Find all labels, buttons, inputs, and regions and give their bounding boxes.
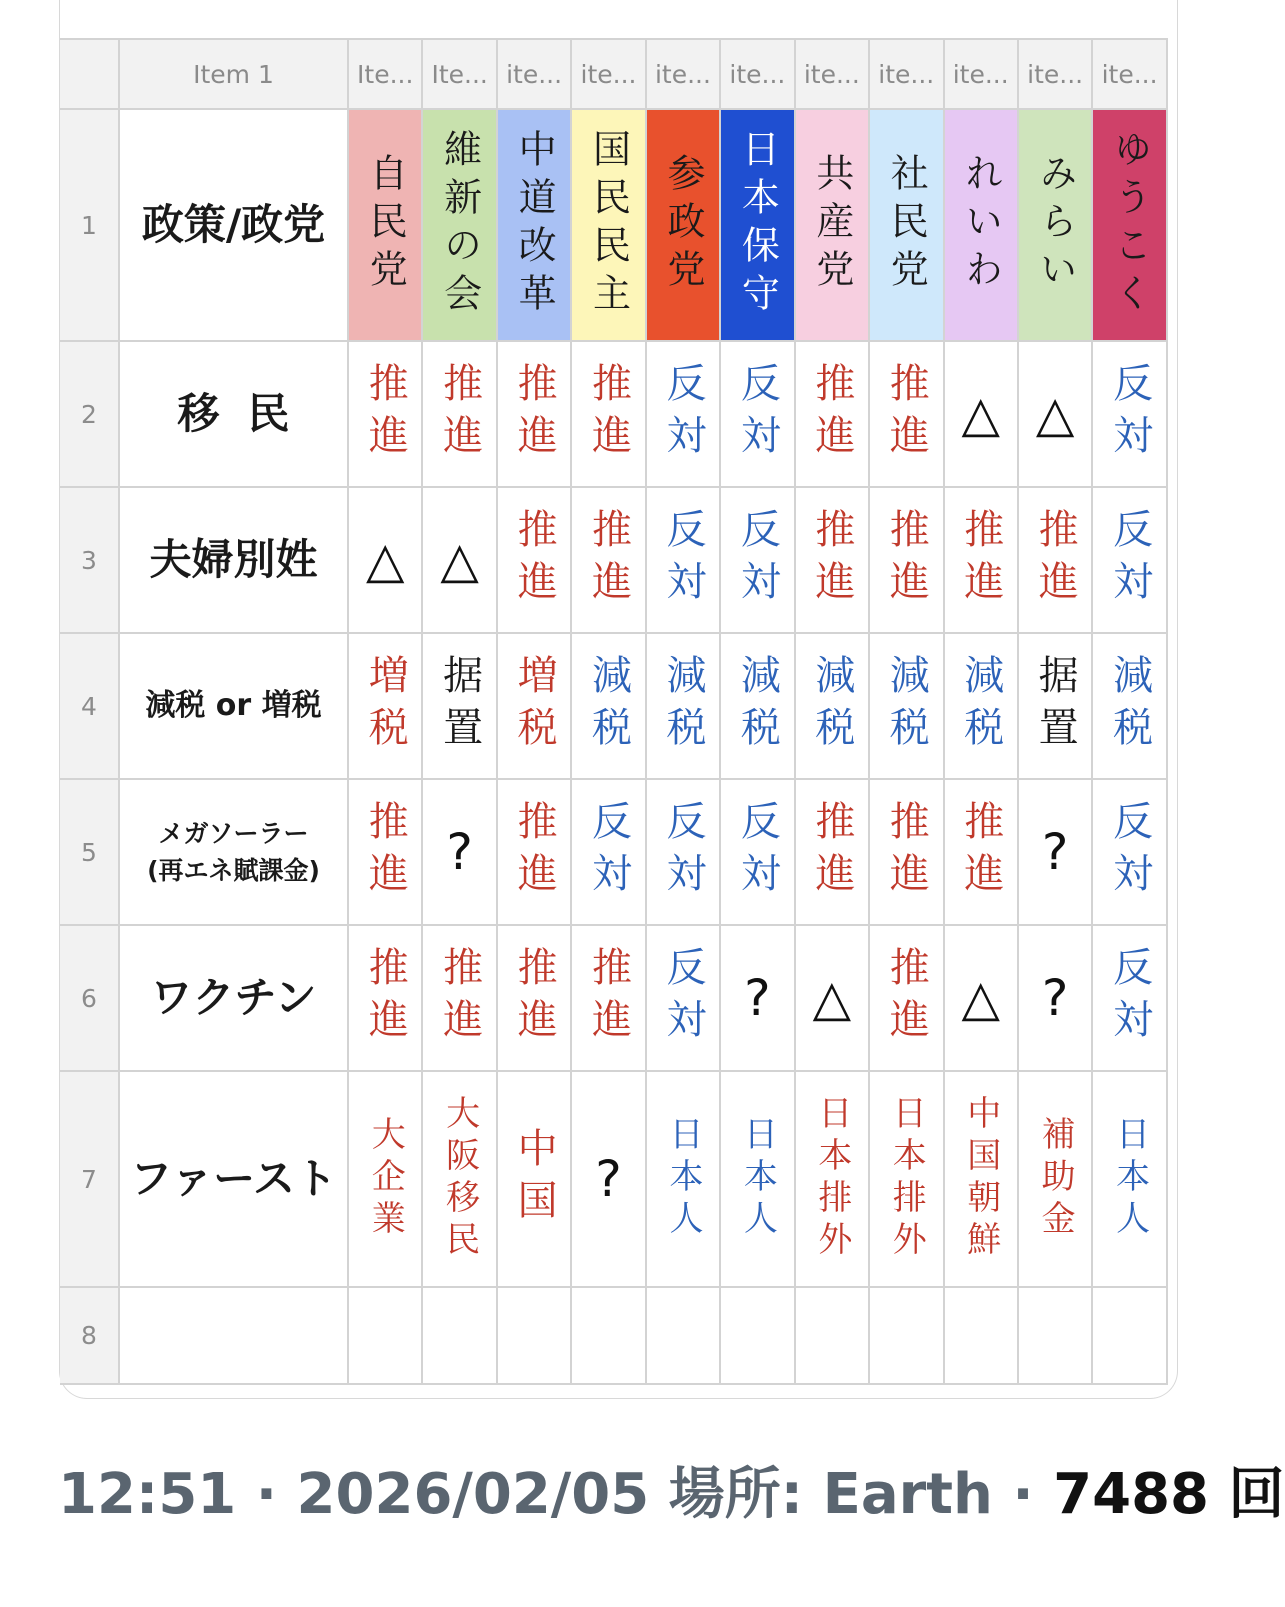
stance-cell[interactable] [349, 488, 423, 634]
column-header[interactable]: ite... [870, 38, 944, 110]
policy-label-cell[interactable] [120, 634, 349, 780]
stance-text: 推進 [585, 362, 632, 466]
party-header-cell[interactable] [945, 110, 1019, 342]
stance-text: 中国 [511, 1127, 558, 1231]
stance-cell[interactable] [1093, 634, 1167, 780]
party-name: 中道改革 [512, 129, 557, 321]
stance-symbol: △ [961, 969, 1000, 1027]
party-name: 国民民主 [586, 129, 631, 321]
stance-text: 推進 [883, 362, 930, 466]
stance-text: 日本人 [662, 1116, 703, 1242]
stance-cell[interactable] [1019, 488, 1093, 634]
party-name: 参政党 [660, 153, 705, 297]
stance-symbol: △ [812, 969, 852, 1027]
stance-cell[interactable] [945, 488, 1019, 634]
stance-cell[interactable] [796, 926, 870, 1072]
empty-cell[interactable] [647, 1288, 721, 1385]
stance-cell[interactable] [572, 342, 646, 488]
party-name: 維新の会 [437, 129, 482, 321]
stance-text: 反対 [659, 946, 706, 1050]
party-header-cell[interactable] [423, 110, 497, 342]
column-header[interactable]: ite... [498, 38, 572, 110]
stance-cell[interactable] [1093, 488, 1167, 634]
stance-text: 補助金 [1035, 1116, 1076, 1242]
party-header-cell[interactable] [1093, 110, 1167, 342]
stance-cell[interactable] [647, 634, 721, 780]
stance-text: 推進 [511, 508, 558, 612]
stance-cell[interactable] [572, 488, 646, 634]
stance-cell[interactable] [721, 634, 795, 780]
stance-cell[interactable] [721, 488, 795, 634]
stance-text: 推進 [362, 946, 409, 1050]
party-header-cell[interactable] [1019, 110, 1093, 342]
row-number[interactable]: 4 [60, 634, 120, 780]
stance-text: 据置 [436, 654, 483, 758]
stance-cell[interactable] [572, 634, 646, 780]
stance-cell[interactable] [498, 634, 572, 780]
stance-cell[interactable] [498, 926, 572, 1072]
stance-text: 推進 [436, 946, 483, 1050]
stance-text: 推進 [436, 362, 483, 466]
stance-cell[interactable] [423, 634, 497, 780]
stance-text: 減税 [808, 654, 855, 758]
stance-cell[interactable] [498, 1072, 572, 1288]
row-number[interactable]: 5 [60, 780, 120, 926]
stance-text: 減税 [883, 654, 930, 758]
stance-cell[interactable] [498, 780, 572, 926]
party-header-cell[interactable] [796, 110, 870, 342]
stance-text: 推進 [585, 508, 632, 612]
column-header[interactable]: ite... [572, 38, 646, 110]
row-number[interactable]: 1 [60, 110, 120, 342]
policy-label: メガソーラー [158, 818, 309, 848]
stance-text: 据置 [1032, 654, 1079, 758]
stance-cell[interactable] [870, 926, 944, 1072]
row-number[interactable]: 7 [60, 1072, 120, 1288]
empty-cell[interactable] [945, 1288, 1019, 1385]
stance-symbol: ? [595, 1150, 622, 1208]
stance-cell[interactable] [349, 634, 423, 780]
policy-label: 夫婦別姓 [149, 534, 318, 584]
stance-symbol: ? [744, 969, 771, 1027]
stance-symbol: △ [1035, 385, 1075, 443]
stance-cell[interactable] [945, 342, 1019, 488]
stance-cell[interactable] [796, 780, 870, 926]
stance-cell[interactable] [349, 342, 423, 488]
stance-text: 日本排外 [811, 1095, 852, 1263]
column-header[interactable]: ite... [945, 38, 1019, 110]
policy-table [60, 38, 1177, 1385]
stance-text: 反対 [1106, 800, 1153, 904]
stance-cell[interactable] [870, 780, 944, 926]
column-header[interactable]: ite... [1019, 38, 1093, 110]
row-number[interactable]: 2 [60, 342, 120, 488]
stance-cell[interactable] [870, 634, 944, 780]
party-name: 日本保守 [735, 129, 780, 321]
policy-label: 移民 [177, 388, 318, 438]
column-header[interactable]: ite... [721, 38, 795, 110]
empty-cell[interactable] [870, 1288, 944, 1385]
stance-text: 推進 [957, 508, 1004, 612]
party-name: ゆうこく [1107, 129, 1152, 321]
stance-text: 推進 [883, 946, 930, 1050]
stance-text: 反対 [585, 800, 632, 904]
stance-symbol: △ [961, 385, 1000, 443]
stance-text: 増税 [511, 654, 558, 758]
policy-label: 減税 or 増税 [145, 687, 322, 723]
stance-cell[interactable] [349, 926, 423, 1072]
stance-text: 推進 [585, 946, 632, 1050]
stance-cell[interactable] [721, 926, 795, 1072]
party-header-cell[interactable] [572, 110, 646, 342]
stance-cell[interactable] [647, 780, 721, 926]
stance-symbol: △ [440, 531, 479, 589]
stance-text: 大企業 [365, 1116, 406, 1242]
party-name: れいわ [958, 153, 1003, 297]
party-header-cell[interactable] [721, 110, 795, 342]
stance-cell[interactable] [1093, 1072, 1167, 1288]
stance-text: 減税 [585, 654, 632, 758]
stance-cell[interactable] [423, 342, 497, 488]
party-name: 自民党 [363, 153, 408, 297]
stance-text: 推進 [362, 362, 409, 466]
policy-label: ファースト [129, 1153, 338, 1203]
empty-cell[interactable] [349, 1288, 423, 1385]
stance-cell[interactable] [721, 1072, 795, 1288]
policy-label-cell[interactable] [120, 1072, 349, 1288]
stance-text: 増税 [362, 654, 409, 758]
stance-text: 反対 [734, 508, 781, 612]
corner-cell[interactable] [60, 38, 120, 110]
row-number[interactable]: 3 [60, 488, 120, 634]
stance-symbol: ? [1041, 969, 1069, 1027]
row-number[interactable]: 8 [60, 1288, 120, 1385]
column-header[interactable]: Ite... [349, 38, 423, 110]
stance-cell[interactable] [572, 926, 646, 1072]
stance-text: 推進 [957, 800, 1004, 904]
stance-text: 減税 [1106, 654, 1153, 758]
post-time: 12:51 [58, 1462, 237, 1527]
stance-text: 日本排外 [886, 1095, 927, 1263]
stance-cell[interactable] [423, 1072, 497, 1288]
stance-cell[interactable] [870, 488, 944, 634]
column-header[interactable]: Item 1 [120, 38, 349, 110]
stance-text: 推進 [808, 800, 855, 904]
post-location: 場所: Earth [668, 1462, 993, 1527]
party-name: みらい [1033, 153, 1078, 297]
empty-cell[interactable] [796, 1288, 870, 1385]
view-count-unit: 回 [1228, 1462, 1285, 1527]
stance-cell[interactable] [796, 488, 870, 634]
empty-cell[interactable] [721, 1288, 795, 1385]
stance-text: 推進 [511, 362, 558, 466]
stance-text: 推進 [511, 946, 558, 1050]
stance-cell[interactable] [796, 1072, 870, 1288]
stance-text: 日本人 [1109, 1116, 1150, 1242]
stance-text: 減税 [659, 654, 706, 758]
stance-cell[interactable] [498, 342, 572, 488]
view-count: 7488 [1053, 1462, 1209, 1527]
stance-cell[interactable] [945, 1072, 1019, 1288]
stance-cell[interactable] [572, 1072, 646, 1288]
policy-label-cell[interactable] [120, 488, 349, 634]
stance-cell[interactable] [1019, 342, 1093, 488]
stance-cell[interactable] [647, 342, 721, 488]
stance-cell[interactable] [423, 488, 497, 634]
stance-text: 反対 [734, 362, 781, 466]
party-header-cell[interactable] [870, 110, 944, 342]
stance-cell[interactable] [423, 926, 497, 1072]
stance-cell[interactable] [572, 780, 646, 926]
stance-cell[interactable] [870, 342, 944, 488]
empty-cell[interactable] [572, 1288, 646, 1385]
stance-text: 推進 [883, 800, 930, 904]
party-name: 社民党 [884, 153, 929, 297]
column-header[interactable]: ite... [647, 38, 721, 110]
post-meta: 12:51 · 2026/02/05 場所: Earth · 7488 回 [58, 1462, 1285, 1527]
stance-text: 推進 [808, 508, 855, 612]
stance-cell[interactable] [1019, 634, 1093, 780]
column-header[interactable]: ite... [1093, 38, 1167, 110]
stance-cell[interactable] [349, 780, 423, 926]
stance-cell[interactable] [796, 342, 870, 488]
stance-text: 反対 [734, 800, 781, 904]
stance-cell[interactable] [945, 926, 1019, 1072]
stance-text: 推進 [362, 800, 409, 904]
stance-symbol: ? [1041, 823, 1069, 881]
stance-text: 大阪移民 [439, 1095, 480, 1263]
policy-label-cell[interactable] [120, 926, 349, 1072]
stance-cell[interactable] [945, 780, 1019, 926]
empty-cell[interactable] [1019, 1288, 1093, 1385]
stance-text: 反対 [1106, 508, 1153, 612]
stance-cell[interactable] [647, 926, 721, 1072]
stance-symbol: ? [446, 823, 473, 881]
stance-text: 反対 [1106, 362, 1153, 466]
policy-label-cell[interactable] [120, 342, 349, 488]
stance-text: 反対 [659, 800, 706, 904]
stance-cell[interactable] [796, 634, 870, 780]
stance-text: 推進 [808, 362, 855, 466]
stance-text: 減税 [957, 654, 1004, 758]
stance-text: 減税 [734, 654, 781, 758]
column-header[interactable]: Ite... [423, 38, 497, 110]
party-name: 共産党 [809, 153, 854, 297]
stance-cell[interactable] [1019, 1072, 1093, 1288]
party-header-cell[interactable] [647, 110, 721, 342]
row-number[interactable]: 6 [60, 926, 120, 1072]
stance-cell[interactable] [1019, 780, 1093, 926]
stance-cell[interactable] [423, 780, 497, 926]
party-header-cell[interactable] [498, 110, 572, 342]
stance-cell[interactable] [647, 488, 721, 634]
column-header[interactable]: ite... [796, 38, 870, 110]
stance-cell[interactable] [1093, 342, 1167, 488]
stance-text: 中国朝鮮 [960, 1095, 1001, 1263]
empty-cell[interactable] [423, 1288, 497, 1385]
stance-text: 推進 [883, 508, 930, 612]
stance-text: 反対 [659, 362, 706, 466]
stance-cell[interactable] [1093, 780, 1167, 926]
stance-text: 反対 [1106, 946, 1153, 1050]
empty-cell[interactable] [120, 1288, 349, 1385]
policy-label: ワクチン [150, 972, 317, 1022]
stance-cell[interactable] [1093, 926, 1167, 1072]
header-label[interactable]: 政策/政党 [120, 110, 349, 342]
empty-cell[interactable] [1093, 1288, 1167, 1385]
stance-cell[interactable] [1019, 926, 1093, 1072]
policy-label-cell[interactable] [120, 780, 349, 926]
stance-cell[interactable] [870, 1072, 944, 1288]
stance-text: 推進 [511, 800, 558, 904]
post-date: 2026/02/05 [296, 1462, 650, 1527]
stance-cell[interactable] [945, 634, 1019, 780]
stance-cell[interactable] [647, 1072, 721, 1288]
stance-cell[interactable] [349, 1072, 423, 1288]
stance-cell[interactable] [721, 342, 795, 488]
policy-label-sub: (再エネ賦課金) [147, 856, 320, 885]
stance-text: 推進 [1032, 508, 1079, 612]
stance-text: 反対 [659, 508, 706, 612]
stance-symbol: △ [365, 531, 405, 589]
empty-cell[interactable] [498, 1288, 572, 1385]
stance-text: 日本人 [737, 1116, 778, 1242]
stance-cell[interactable] [498, 488, 572, 634]
party-header-cell[interactable] [349, 110, 423, 342]
spreadsheet-card [59, 0, 1178, 1399]
stance-cell[interactable] [721, 780, 795, 926]
